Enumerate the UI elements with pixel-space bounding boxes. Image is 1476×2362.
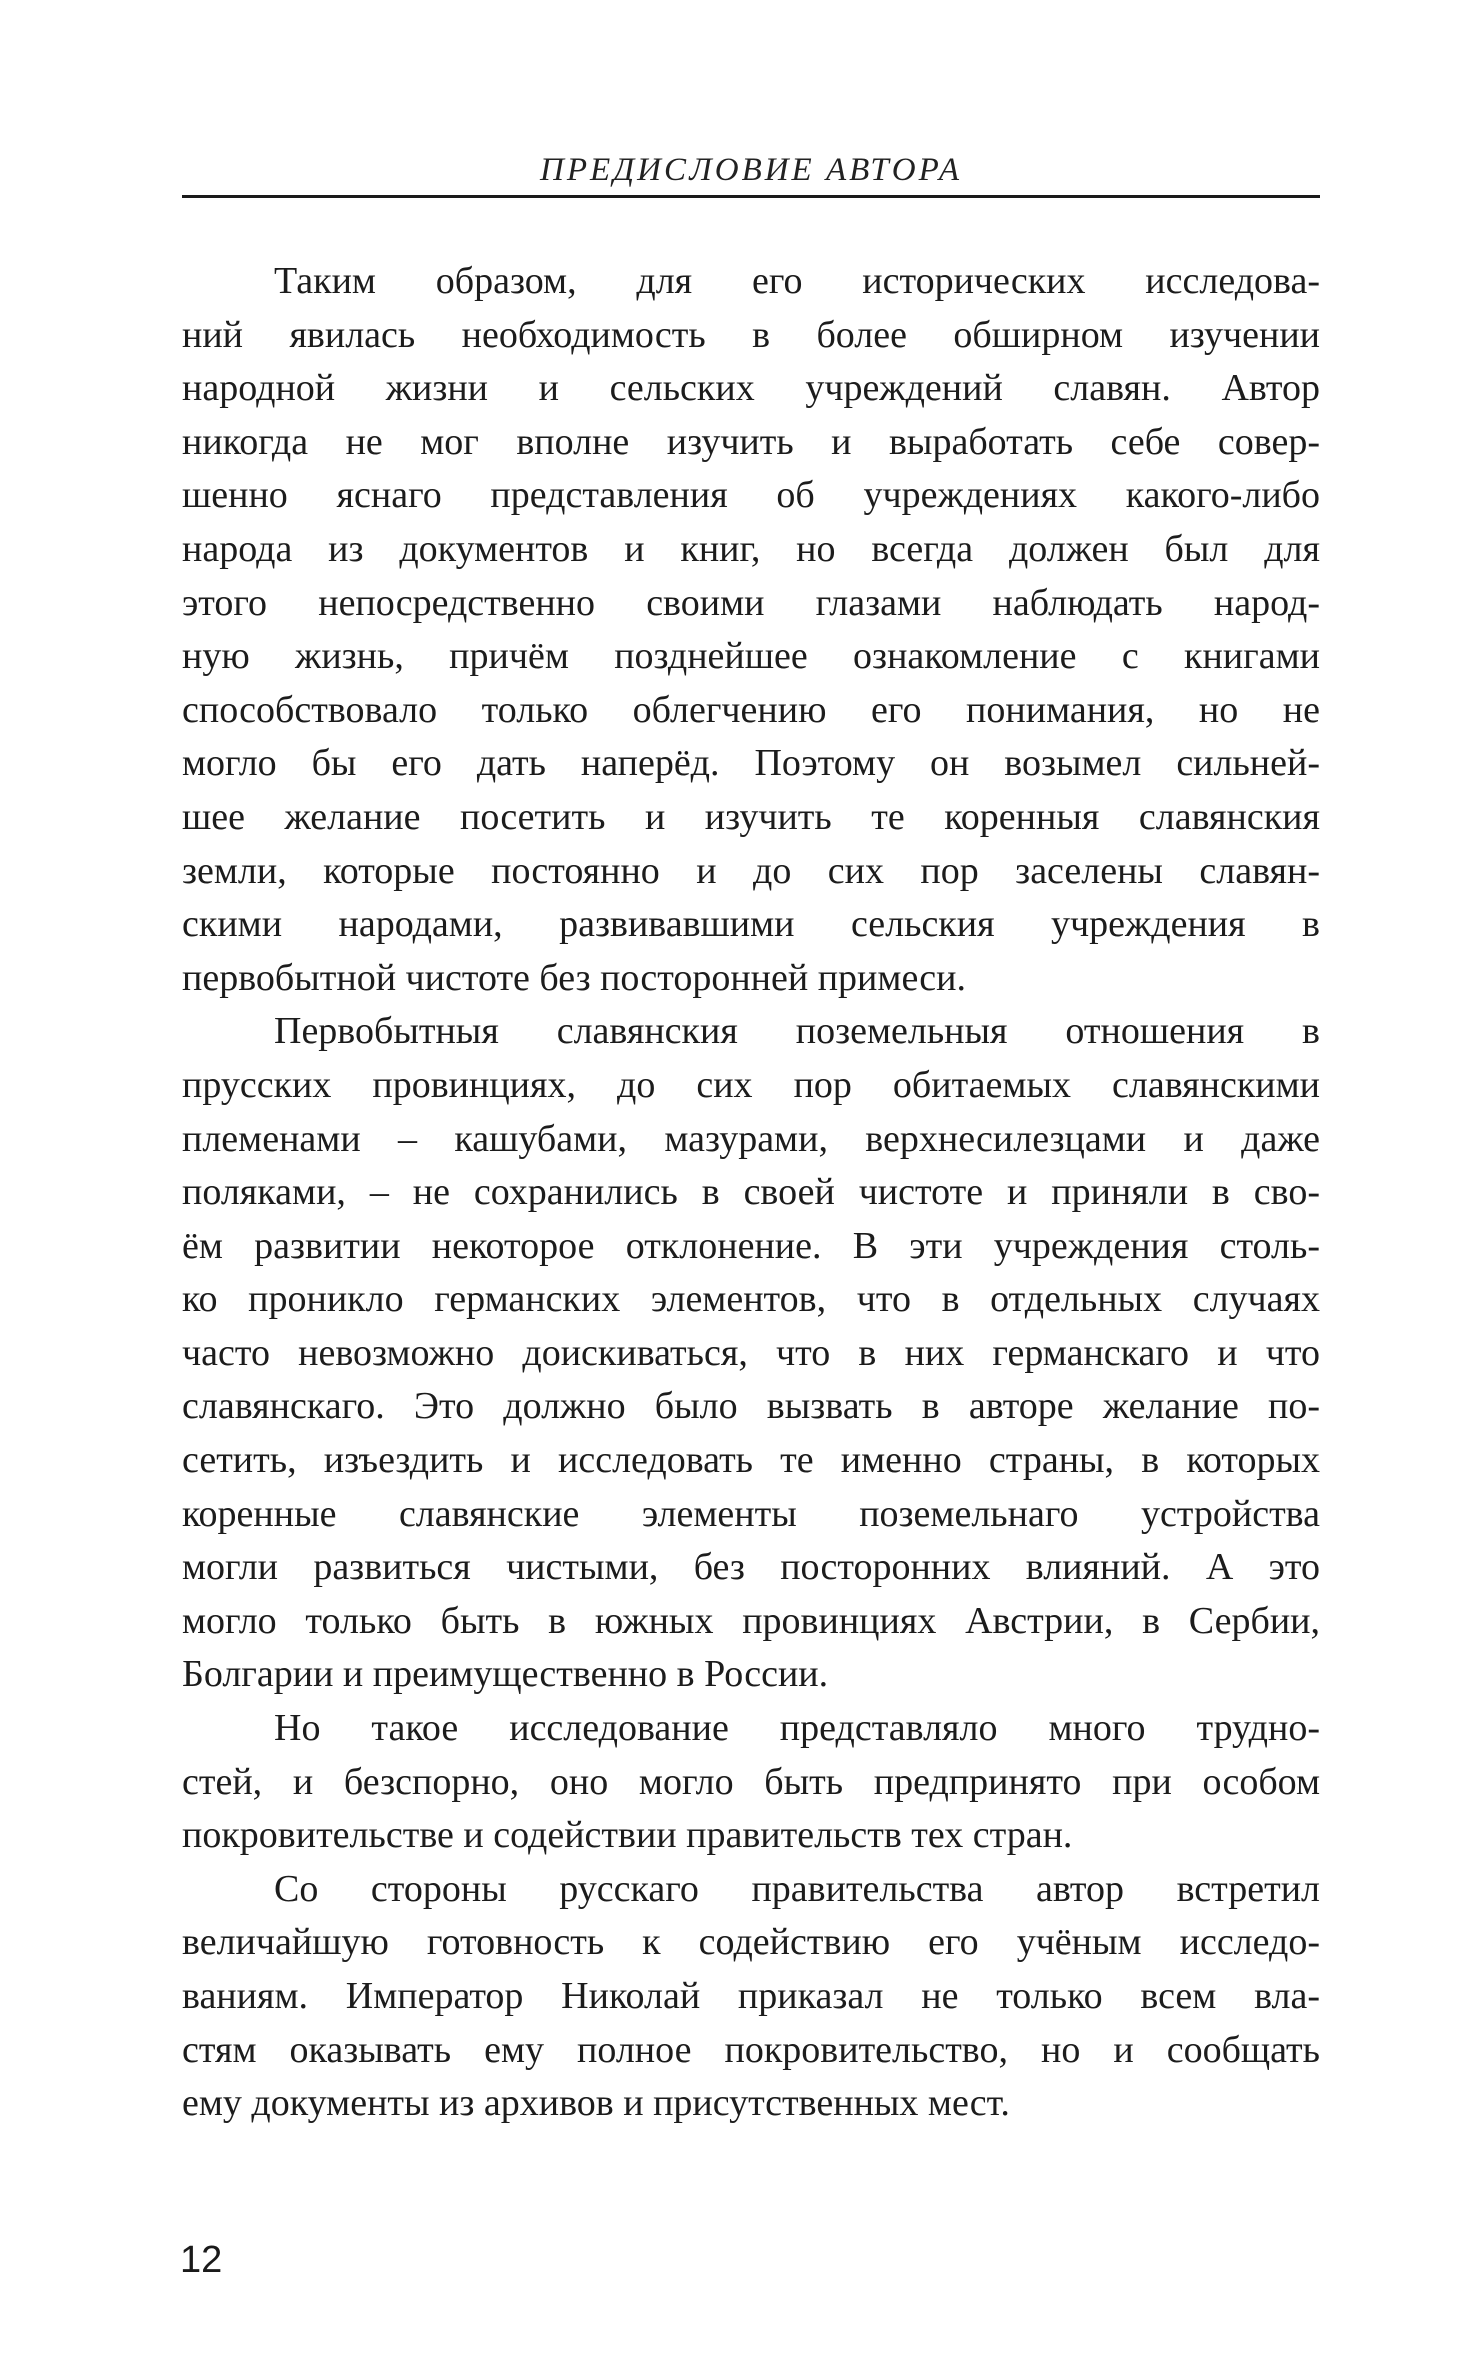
text-line: этого непосредственно своими глазами наблюдать народ- [182,581,1320,624]
body-text [182,255,1320,2131]
text-line: могло только быть в южных провинциях Австрии, в Сербии, [182,1599,1320,1642]
text-line: первобытной чистоте без посторонней примеси. [182,956,966,999]
header-rule [182,195,1320,198]
text-line: Со стороны русскаго правительства автор встретил [274,1867,1320,1910]
text-line: народной жизни и сельских учреждений славян. Автор [182,367,1320,410]
text-line: коренные славянские элементы поземельнаго устройства [182,1492,1320,1535]
text-line: стей, и безспорно, оно могло быть предпринято при особом [182,1760,1320,1803]
text-line: ему документы из архивов и присутственных мест. [182,2082,1010,2125]
text-line: поляками, – не сохранились в своей чистоте и приняли в сво- [182,1171,1320,1214]
text-line: сетить, изъездить и исследовать те именно страны, в которых [182,1439,1320,1482]
text-line: Первобытныя славянския поземельныя отношения в [274,1010,1320,1053]
text-line: ваниям. Император Николай приказал не только всем вла- [182,1975,1320,2017]
text-line: земли, которые постоянно и до сих пор заселены славян- [182,849,1320,892]
text-line: шее желание посетить и изучить те коренныя славянския [182,795,1320,838]
text-line: ём развитии некоторое отклонение. В эти учреждения столь- [182,1224,1320,1267]
text-line: покровительстве и содействии правительств тех стран. [182,1814,1073,1857]
paragraph-1 [182,255,1320,1005]
text-line: ний явилась необходимость в более обширном изучении [182,313,1320,356]
text-line: Но такое исследование представляло много трудно- [274,1707,1320,1750]
text-line: народа из документов и книг, но всегда должен был для [182,527,1320,570]
text-line: ную жизнь, причём позднейшее ознакомление с книгами [182,635,1320,678]
text-line: Таким образом, для его исторических исследова- [274,260,1320,302]
text-line: прусских провинциях, до сих пор обитаемых славянскими [182,1063,1320,1106]
text-line: никогда не мог вполне изучить и выработать себе совер- [182,420,1320,463]
text-line: могли развиться чистыми, без посторонних влияний. А это [182,1546,1320,1589]
text-line: славянскаго. Это должно было вызвать в авторе желание по- [182,1385,1320,1428]
page-number: 12 [180,2239,223,2281]
text-line: могло бы его дать наперёд. Поэтому он возымел сильней- [182,742,1320,785]
text-line: шенно яснаго представления об учреждениях какого-либо [182,474,1320,517]
paragraph-3 [182,1702,1320,1863]
text-line: стям оказывать ему полное покровительство, но и сообщать [182,2028,1320,2071]
text-line: Болгарии и преимущественно в России. [182,1653,829,1696]
paragraph-4 [182,1863,1320,2131]
text-line: скими народами, развивавшими сельския учреждения в [182,903,1320,946]
text-line: племенами – кашубами, мазурами, верхнесилезцами и даже [182,1117,1320,1160]
paragraph-2 [182,1005,1320,1702]
text-line: ко проникло германских элементов, что в отдельных случаях [182,1278,1320,1321]
text-line: часто невозможно доискиваться, что в них германскаго и что [182,1331,1320,1374]
text-line: способствовало только облегчению его понимания, но не [182,688,1320,731]
running-head: ПРЕДИСЛОВИЕ АВТОРА [540,152,962,188]
text-line: величайшую готовность к содействию его учёным исследо- [182,1921,1320,1964]
